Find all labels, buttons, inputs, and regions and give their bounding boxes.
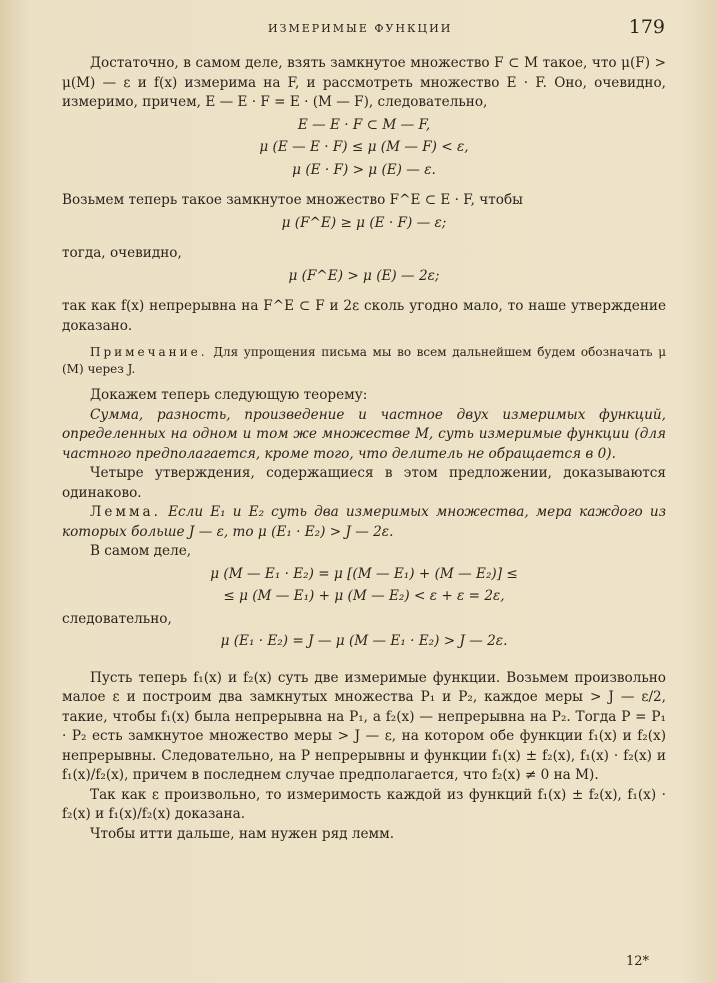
- paragraph: следовательно,: [62, 610, 172, 627]
- paragraph: тогда, очевидно,: [62, 245, 182, 261]
- formula: μ (F^E) > μ (E) — 2ε;: [288, 267, 440, 284]
- paragraph: Возьмем теперь такое замкнутое множество F^E ⊂ E · F, чтобы: [62, 192, 523, 208]
- formula: E — E · F ⊂ M — F,: [297, 116, 431, 133]
- paragraph: Пусть теперь f₁(x) и f₂(x) суть две измеримые функции. Возьмем произвольно малое ε и построим два замкнутых множества P₁ и P₂, каждое меры > J — ε/2, такие, чтобы f₁(x) была непрерывна на P₁, а f₂(x) — непрерывна на P₂. Тогда P = P₁ · P₂ есть замкнутое множество меры > J — ε, на котором обе функции f₁(x) и f₂(x) непрерывны. Следовательно, на P непрерывны и функции f₁(x) ± f₂(x), f₁(x) · f₂(x) и f₁(x)/f₂(x), причем в последнем случае предполагается, что f₂(x) ≠ 0 на M).: [62, 669, 666, 783]
- paragraph: Чтобы итти дальше, нам нужен ряд лемм.: [90, 825, 395, 842]
- paragraph: Так как ε произвольно, то измеримость каждой из функций f₁(x) ± f₂(x), f₁(x) · f₂(x) и f₁(x)/f₂(x) доказана.: [62, 786, 666, 822]
- formula: μ (E · F) > μ (E) — ε.: [292, 161, 436, 178]
- note-label: Примечание.: [90, 345, 208, 359]
- signature-mark: 12*: [625, 954, 649, 969]
- page-body: [62, 54, 666, 844]
- paragraph: В самом деле,: [90, 543, 192, 559]
- running-title: ИЗМЕРИМЫЕ ФУНКЦИИ: [268, 22, 453, 35]
- running-header: [0, 14, 717, 44]
- theorem: Сумма, разность, произведение и частное двух измеримых функций, определенных на одном и том же множестве M, суть измеримые функции (для частного предполагается, кроме того, что делитель не обращается в 0).: [62, 406, 666, 462]
- formula: μ (F^E) ≥ μ (E · F) — ε;: [281, 214, 447, 231]
- formula: μ (M — E₁ · E₂) = μ [(M — E₁) + (M — E₂)] ≤: [210, 565, 518, 582]
- paragraph: Четыре утверждения, содержащиеся в этом предложении, доказываются одинаково.: [62, 465, 666, 501]
- formula: μ (E — E · F) ≤ μ (M — F) < ε,: [259, 139, 469, 155]
- note: [62, 344, 666, 378]
- note-text: Для упрощения письма мы во всем дальнейшем будем обозначать μ (M) через J.: [62, 345, 666, 376]
- paragraph: Достаточно, в самом деле, взять замкнутое множество F ⊂ M такое, что μ(F) > μ(M) — ε и f(x) измерима на F, и рассмотреть множество E · F. Оно, очевидно, измеримо, причем, E — E · F = E · (M — F), следовательно,: [62, 55, 666, 110]
- paragraph: Докажем теперь следующую теорему:: [90, 387, 368, 403]
- lemma: [62, 503, 666, 542]
- paragraph: так как f(x) непрерывна на F^E ⊂ F и 2ε сколь угодно мало, то наше утверждение доказано.: [62, 298, 666, 334]
- formula: ≤ μ (M — E₁) + μ (M — E₂) < ε + ε = 2ε,: [223, 588, 505, 604]
- formula: μ (E₁ · E₂) = J — μ (M — E₁ · E₂) > J — 2ε.: [220, 633, 508, 649]
- lemma-text: Если E₁ и E₂ суть два измеримых множества, мера каждого из которых больше J — ε, то μ (E₁ · E₂) > J — 2ε.: [62, 504, 666, 540]
- lemma-label: Лемма.: [90, 504, 161, 520]
- page-number: 179: [628, 16, 665, 38]
